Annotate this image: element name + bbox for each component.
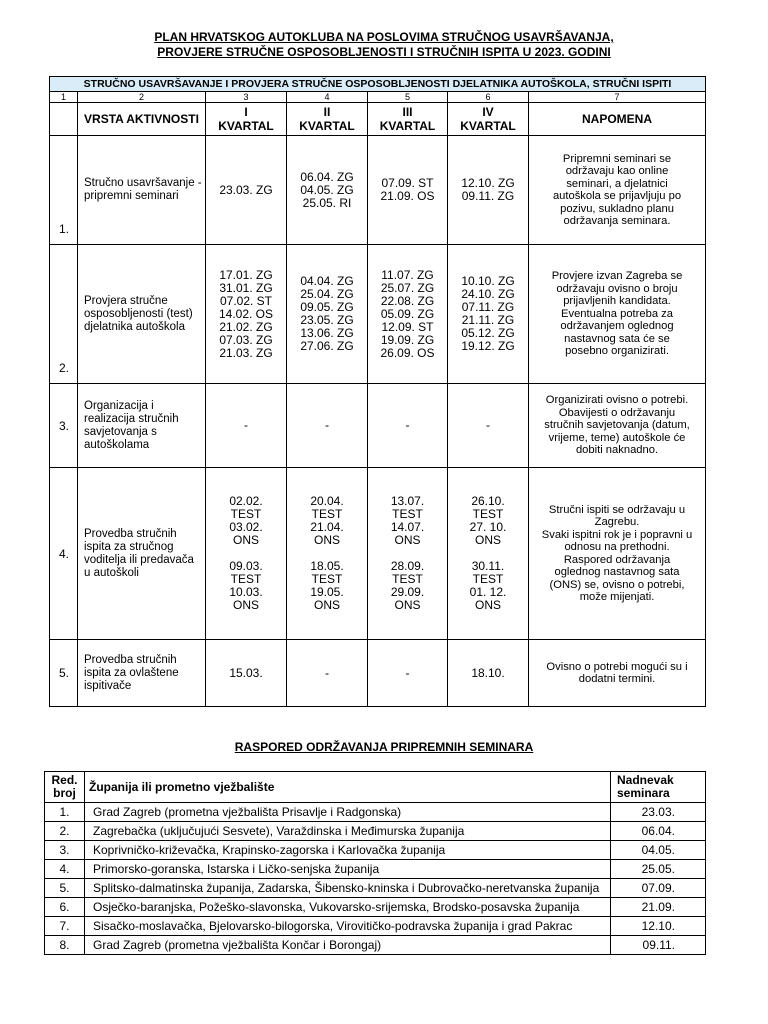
table-row	[45, 860, 706, 879]
table-band-row	[50, 77, 706, 92]
column-number: 5	[368, 92, 448, 103]
row-activity: Stručno usavršavanje - pripremni seminari	[78, 136, 206, 245]
row-q3: 13.07. TEST 14.07. ONS 28.09. TEST 29.09. ONS	[368, 468, 448, 640]
header-q4: IV KVARTAL	[448, 103, 529, 136]
row-q4: 18.10.	[448, 640, 529, 707]
seminar-date: 06.04.	[611, 822, 706, 841]
table-row	[50, 468, 706, 640]
table-row	[50, 136, 706, 245]
seminar-date: 23.03.	[611, 803, 706, 822]
seminar-schedule-table	[44, 771, 706, 955]
title-line-2: PROVJERE STRUČNE OSPOSOBLJENOSTI I STRUČNIH ISPITA U 2023. GODINI	[157, 45, 611, 59]
seminar-county: Zagrebačka (uključujući Sesvete), Varaždinska i Međimurska županija	[85, 822, 611, 841]
row-note: Stručni ispiti se održavaju u Zagrebu. Svaki ispitni rok je i popravni u odnosu na prethodni. Raspored održavanja oglednog nastavnog sata (ONS) se, ovisno o potrebi, može mijenjati.	[529, 468, 706, 640]
row-q1: 17.01. ZG 31.01. ZG 07.02. ST 14.02. OS 21.02. ZG 07.03. ZG 21.03. ZG	[206, 245, 287, 384]
row-q2: -	[287, 640, 368, 707]
column-number-row	[50, 92, 706, 103]
table-row	[45, 898, 706, 917]
header-nadnevak: Nadnevak seminara	[611, 772, 706, 803]
row-q1: -	[206, 384, 287, 468]
seminar-num: 8.	[45, 936, 85, 955]
row-number: 5.	[50, 640, 78, 707]
column-number: 3	[206, 92, 287, 103]
header-q2: II KVARTAL	[287, 103, 368, 136]
row-number: 3.	[50, 384, 78, 468]
table-row	[50, 384, 706, 468]
row-q4: 26.10. TEST 27. 10. ONS 30.11. TEST 01. 12. ONS	[448, 468, 529, 640]
seminar-num: 4.	[45, 860, 85, 879]
seminar-num: 6.	[45, 898, 85, 917]
row-activity: Provedba stručnih ispita za stručnog voditelja ili predavača u autoškoli	[78, 468, 206, 640]
row-q3: -	[368, 384, 448, 468]
seminar-section-title: RASPORED ODRŽAVANJA PRIPREMNIH SEMINARA	[234, 740, 534, 754]
row-number: 2.	[50, 245, 78, 384]
row-activity: Organizacija i realizacija stručnih savjetovanja s autoškolama	[78, 384, 206, 468]
seminar-county: Koprivničko-križevačka, Krapinsko-zagorska i Karlovačka županija	[85, 841, 611, 860]
table-row	[50, 245, 706, 384]
seminar-county: Grad Zagreb (prometna vježbališta Končar i Borongaj)	[85, 936, 611, 955]
table-row	[45, 803, 706, 822]
row-q1: 02.02. TEST 03.02. ONS 09.03. TEST 10.03. ONS	[206, 468, 287, 640]
header-num	[50, 103, 78, 136]
row-q4: 12.10. ZG 09.11. ZG	[448, 136, 529, 245]
seminar-date: 25.05.	[611, 860, 706, 879]
seminar-num: 3.	[45, 841, 85, 860]
header-note: NAPOMENA	[529, 103, 706, 136]
table-row	[45, 822, 706, 841]
row-q2: 04.04. ZG 25.04. ZG 09.05. ZG 23.05. ZG 13.06. ZG 27.06. ZG	[287, 245, 368, 384]
column-number: 1	[50, 92, 78, 103]
seminar-date: 07.09.	[611, 879, 706, 898]
table-band-title: STRUČNO USAVRŠAVANJE I PROVJERA STRUČNE OSPOSOBLJENOSTI DJELATNIKA AUTOŠKOLA, STRUČNI ISPITI	[50, 77, 706, 92]
row-note: Organizirati ovisno o potrebi. Obavijesti o održavanju stručnih savjetovanja (datum, vrijeme, teme) autoškole će dobiti naknadno.	[529, 384, 706, 468]
row-activity: Provedba stručnih ispita za ovlaštene ispitivače	[78, 640, 206, 707]
row-q4: 10.10. ZG 24.10. ZG 07.11. ZG 21.11. ZG 05.12. ZG 19.12. ZG	[448, 245, 529, 384]
row-q1: 23.03. ZG	[206, 136, 287, 245]
table-row	[45, 841, 706, 860]
table-row	[45, 936, 706, 955]
row-note: Ovisno o potrebi mogući su i dodatni termini.	[529, 640, 706, 707]
header-zupanija: Županija ili prometno vježbalište	[85, 772, 611, 803]
row-number: 1.	[50, 136, 78, 245]
seminar-county: Sisačko-moslavačka, Bjelovarsko-bilogorska, Virovitičko-podravska županija i grad Pakrac	[85, 917, 611, 936]
document-title	[0, 30, 768, 60]
seminar-county: Osječko-baranjska, Požeško-slavonska, Vukovarsko-srijemska, Brodsko-posavska županija	[85, 898, 611, 917]
header-q1: I KVARTAL	[206, 103, 287, 136]
row-q3: 07.09. ST 21.09. OS	[368, 136, 448, 245]
header-row	[50, 103, 706, 136]
header-q3: III KVARTAL	[368, 103, 448, 136]
row-q2: 06.04. ZG 04.05. ZG 25.05. RI	[287, 136, 368, 245]
column-number: 2	[78, 92, 206, 103]
seminar-county: Primorsko-goranska, Istarska i Ličko-senjska županija	[85, 860, 611, 879]
row-note: Provjere izvan Zagreba se održavaju ovisno o broju prijavljenih kandidata. Eventualna potreba za održavanjem oglednog nastavnog sata će se posebno organizirati.	[529, 245, 706, 384]
column-number: 6	[448, 92, 529, 103]
header-activity: VRSTA AKTIVNOSTI	[78, 103, 206, 136]
title-line-1: PLAN HRVATSKOG AUTOKLUBA NA POSLOVIMA STRUČNOG USAVRŠAVANJA,	[154, 30, 614, 44]
row-number: 4.	[50, 468, 78, 640]
seminar-date: 12.10.	[611, 917, 706, 936]
seminar-num: 1.	[45, 803, 85, 822]
seminar-date: 04.05.	[611, 841, 706, 860]
table-row	[50, 640, 706, 707]
column-number: 4	[287, 92, 368, 103]
table-row	[45, 917, 706, 936]
row-q2: 20.04. TEST 21.04. ONS 18.05. TEST 19.05. ONS	[287, 468, 368, 640]
row-q3: -	[368, 640, 448, 707]
table-row	[45, 879, 706, 898]
seminar-date: 09.11.	[611, 936, 706, 955]
row-q2: -	[287, 384, 368, 468]
seminar-county: Splitsko-dalmatinska županija, Zadarska, Šibensko-kninska i Dubrovačko-neretvanska županija	[85, 879, 611, 898]
header-red-broj: Red. broj	[45, 772, 85, 803]
seminar-num: 2.	[45, 822, 85, 841]
row-activity: Provjera stručne osposobljenosti (test) djelatnika autoškola	[78, 245, 206, 384]
seminar-header-row	[45, 772, 706, 803]
row-q3: 11.07. ZG 25.07. ZG 22.08. ZG 05.09. ZG 12.09. ST 19.09. ZG 26.09. OS	[368, 245, 448, 384]
seminar-date: 21.09.	[611, 898, 706, 917]
activity-plan-table	[49, 76, 706, 707]
seminar-num: 5.	[45, 879, 85, 898]
seminar-num: 7.	[45, 917, 85, 936]
seminar-county: Grad Zagreb (prometna vježbališta Prisavlje i Radgonska)	[85, 803, 611, 822]
row-note: Pripremni seminari se održavaju kao online seminari, a djelatnici autoškola se prijavljuju po pozivu, sukladno planu održavanja seminara.	[529, 136, 706, 245]
column-number: 7	[529, 92, 706, 103]
row-q1: 15.03.	[206, 640, 287, 707]
row-q4: -	[448, 384, 529, 468]
